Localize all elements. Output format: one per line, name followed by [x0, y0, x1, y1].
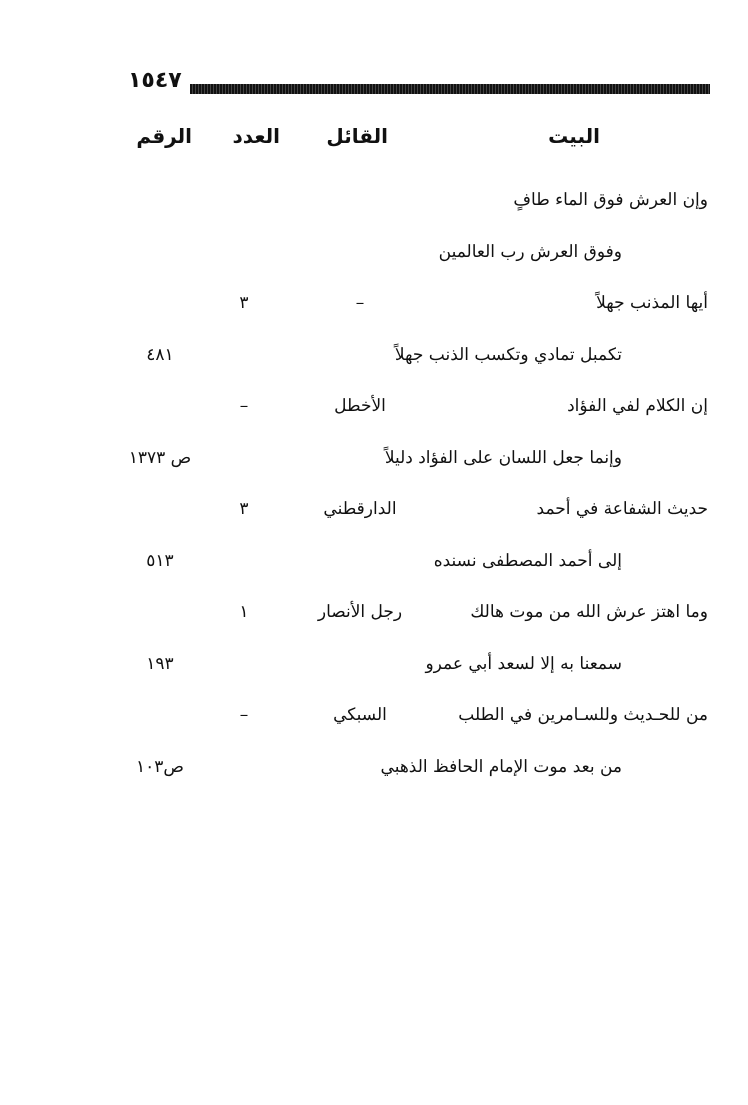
verse-count: –: [239, 396, 249, 416]
table-row: [0, 654, 748, 684]
table-row: [0, 345, 748, 375]
verse-count: ٣: [239, 293, 249, 313]
page-number: ١٥٤٧: [128, 68, 182, 93]
verse-text: من بعد موت الإمام الحافظ الذهبي: [380, 757, 622, 777]
column-header-verse: البيت: [548, 124, 600, 148]
table-row: [0, 705, 748, 735]
verse-text: وفوق العرش رب العالمين: [438, 242, 622, 262]
poet-name: الأخطل: [334, 396, 386, 416]
verse-text: وإنما جعل اللسان على الفؤاد دليلاً: [384, 448, 622, 468]
verse-text: إن الكلام لفي الفؤاد: [567, 396, 708, 416]
table-row: [0, 242, 748, 272]
verse-count: ١: [239, 602, 249, 622]
poet-name: –: [355, 293, 365, 313]
verse-text: وإن العرش فوق الماء طافٍ: [513, 190, 708, 210]
verse-count: ٣: [239, 499, 249, 519]
verse-text: وما اهتز عرش الله من موت هالك: [470, 602, 708, 622]
table-row: [0, 293, 748, 323]
poet-name: رجل الأنصار: [317, 602, 403, 622]
poet-name: السبكي: [333, 705, 387, 725]
column-header-ref: الرقم: [136, 124, 192, 148]
poet-name: الدارقطني: [323, 499, 397, 519]
reference-number: ٥١٣: [146, 551, 174, 571]
table-row: [0, 757, 748, 787]
verse-text: إلى أحمد المصطفى نسنده: [433, 551, 622, 571]
table-row: [0, 499, 748, 529]
reference-number: ٤٨١: [146, 345, 174, 365]
column-header-count: العدد: [232, 124, 280, 148]
reference-number: ص١٠٣: [136, 757, 184, 777]
table-row: [0, 448, 748, 478]
table-row: [0, 602, 748, 632]
reference-number: ١٩٣: [146, 654, 174, 674]
verse-text: من للحـديث وللسـامرين في الطلب: [458, 705, 708, 725]
verse-count: –: [239, 705, 249, 725]
verse-text: سمعنا به إلا لسعد أبي عمرو: [425, 654, 622, 674]
reference-number: ص ١٣٧٣: [128, 448, 192, 468]
header-rule: [190, 84, 710, 94]
table-row: [0, 551, 748, 581]
verse-text: تكمبل تمادي وتكسب الذنب جهلاً: [394, 345, 622, 365]
table-row: [0, 396, 748, 426]
verse-text: أيها المذنب جهلاً: [596, 293, 708, 313]
column-header-poet: القائل: [326, 124, 388, 148]
verse-text: حديث الشفاعة في أحمد: [536, 499, 708, 519]
table-row: [0, 190, 748, 220]
